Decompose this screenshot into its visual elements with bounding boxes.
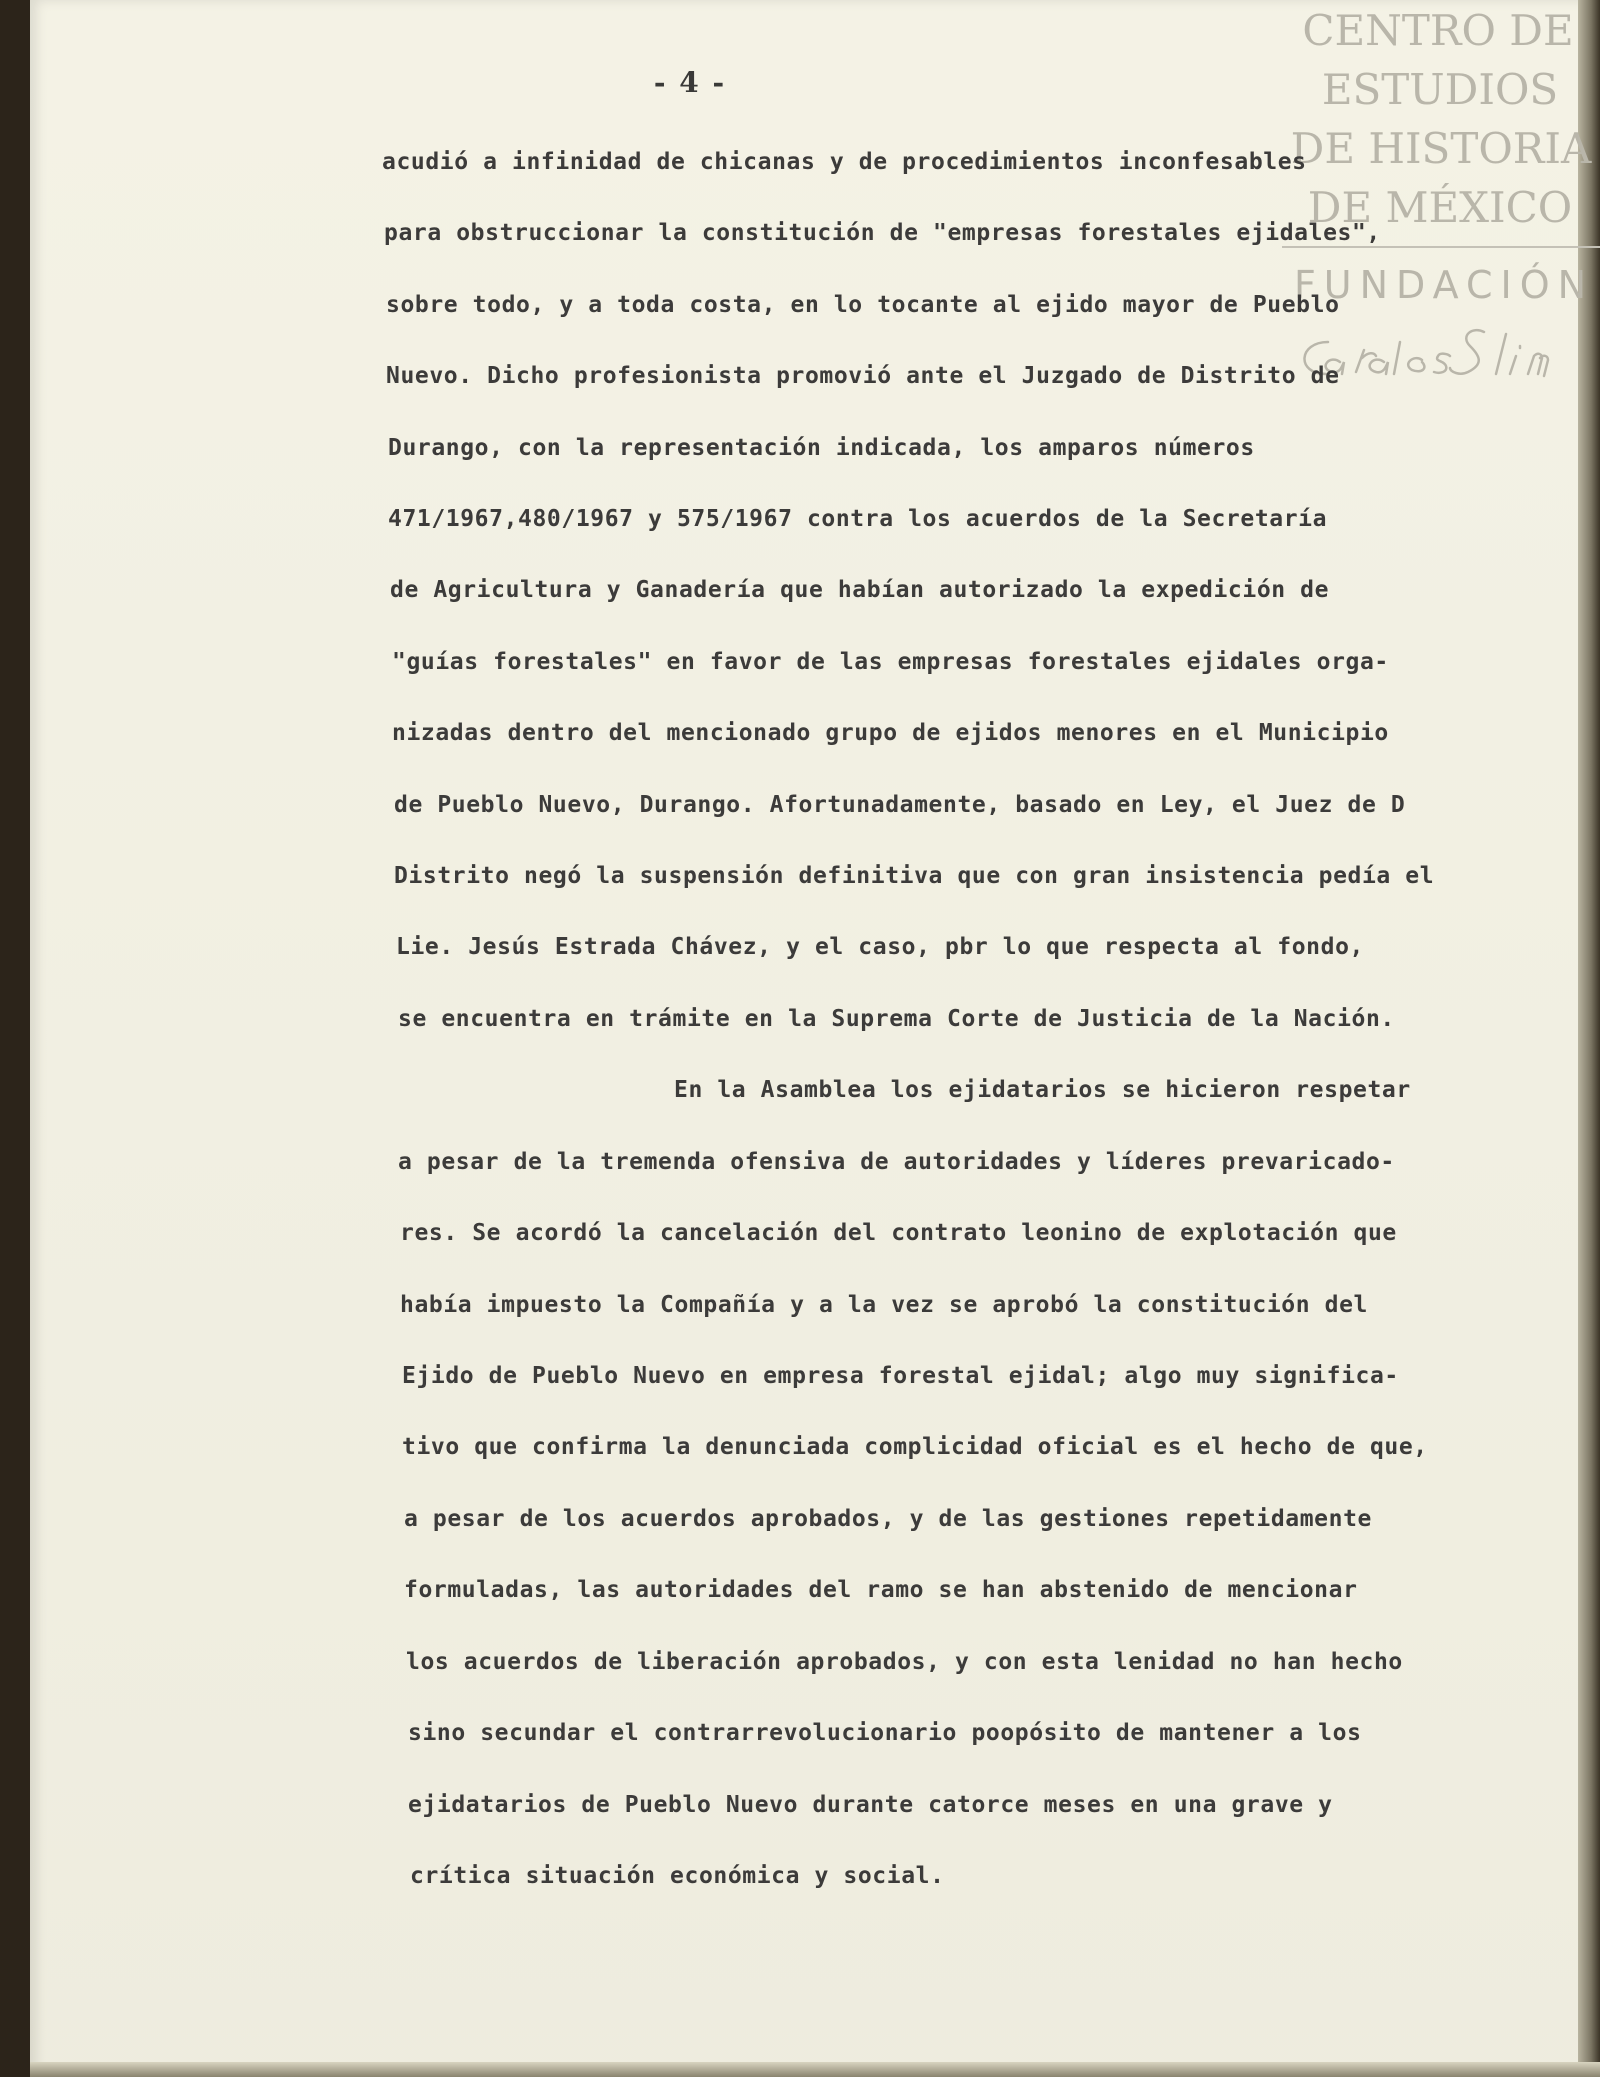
paper-bottom-edge [30,2062,1600,2077]
text-line: 471/1967,480/1967 y 575/1967 contra los acuerdos de la Secretaría [388,506,1328,532]
text-line: Lie. Jesús Estrada Chávez, y el caso, pbr lo que respecta al fondo, [396,934,1364,960]
text-line: "guías forestales" en favor de las empresas forestales ejidales orga- [392,649,1389,675]
text-line: sino secundar el contrarrevolucionario poopósito de mantener a los [408,1720,1362,1746]
text-line: Durango, con la representación indicada, los amparos números [388,435,1255,461]
watermark-line-4: DE MÉXICO [1307,183,1573,232]
text-line: a pesar de la tremenda ofensiva de autoridades y líderes prevaricado- [398,1149,1395,1175]
text-line: tivo que confirma la denunciada complicidad oficial es el hecho de que, [402,1434,1428,1460]
watermark-line-1: CENTRO DE [1302,6,1574,55]
text-line: Ejido de Pueblo Nuevo en empresa forestal ejidal; algo muy significa- [402,1363,1399,1389]
watermark-line-3: DE HISTORIA [1290,124,1592,173]
text-line: ejidatarios de Pueblo Nuevo durante catorce meses en una grave y [408,1792,1333,1818]
text-line: Distrito negó la suspensión definitiva que con gran insistencia pedía el [394,863,1435,889]
watermark-rule [1282,246,1600,248]
text-line: Nuevo. Dicho profesionista promovió ante el Juzgado de Distrito de [386,363,1340,389]
text-line: de Pueblo Nuevo, Durango. Afortunadamente, basado en Ley, el Juez de D [394,792,1406,818]
text-line: En la Asamblea los ejidatarios se hicieron respetar [674,1077,1411,1103]
text-line: los acuerdos de liberación aprobados, y con esta lenidad no han hecho [406,1649,1403,1675]
text-line: acudió a infinidad de chicanas y de procedimientos inconfesables [382,149,1307,175]
text-line: a pesar de los acuerdos aprobados, y de las gestiones repetidamente [404,1506,1372,1532]
text-line: sobre todo, y a toda costa, en lo tocante al ejido mayor de Pueblo [386,292,1340,318]
text-line: crítica situación económica y social. [410,1863,945,1889]
page-number: - 4 - [653,66,727,99]
text-line: de Agricultura y Ganadería que habían autorizado la expedición de [390,577,1330,603]
text-line: había impuesto la Compañía y a la vez se aprobó la constitución del [400,1292,1368,1318]
text-line: se encuentra en trámite en la Suprema Corte de Justicia de la Nación. [398,1006,1395,1032]
text-line: formuladas, las autoridades del ramo se han abstenido de mencionar [404,1577,1358,1603]
watermark-line-2: ESTUDIOS [1321,65,1559,114]
text-line: res. Se acordó la cancelación del contrato leonino de explotación que [400,1220,1397,1246]
text-line: para obstruccionar la constitución de "empresas forestales ejidales", [384,220,1381,246]
text-line: nizadas dentro del mencionado grupo de ejidos menores en el Municipio [392,720,1389,746]
watermark-foundation: FUNDACIÓN [1293,263,1595,307]
